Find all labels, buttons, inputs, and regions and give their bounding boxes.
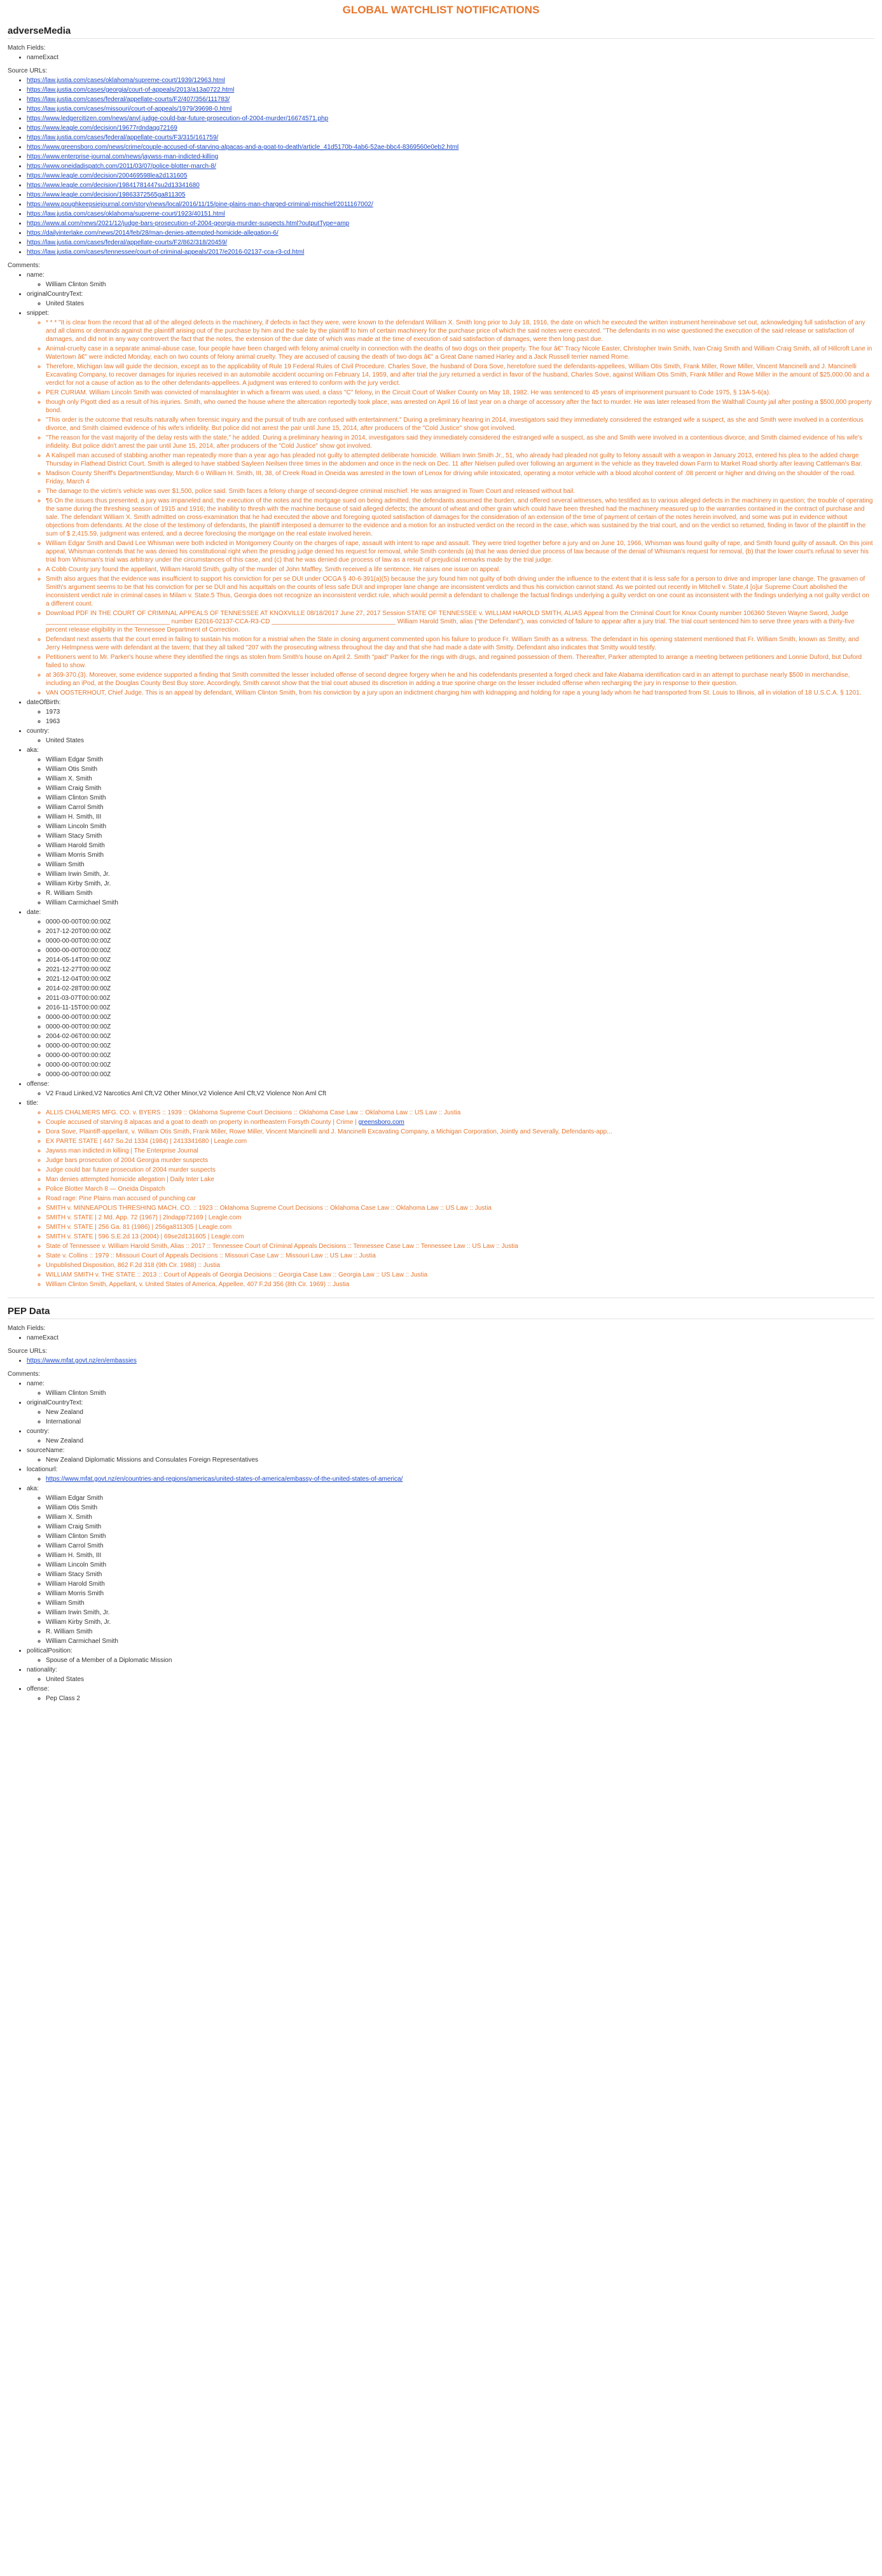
snippet-item: ◦ "This order is the outcome that results naturally when forensic inquiry and the pursuit of truth are confused with entertainment." During a preliminary hearing in 2014, investigators said they immediately considered the estranged wife a suspect, as she and Smith were involved in a contentious divorce, and Smith claimed evidence of his wife's infidelity. But police did not arrest the pair until June 15, 2014, after producers of the "Cold Justice" show got involved. xyxy=(46,416,874,433)
title-item xyxy=(46,1118,874,1126)
pep-political-position-field xyxy=(27,1647,874,1665)
source-url-link[interactable]: https://dailyinterlake.com/news/2014/feb/28/man-denies-attempted-homicide-allegation-6/ xyxy=(27,230,279,237)
title-field xyxy=(27,1099,874,1289)
date-item: ◦ 0000-00-00T00:00:00Z xyxy=(46,937,874,945)
source-url-link[interactable]: https://www.leagle.com/decision/19677rdndaqq72169 xyxy=(27,125,177,132)
title-item xyxy=(46,1223,874,1231)
source-url-item xyxy=(27,239,874,247)
source-url-link[interactable]: https://www.greensboro.com/news/crime/couple-accused-of-starving-alpacas-and-a-goat-to-death/article_41d5170b-4ab6-52ae-bbc4-8369560e0eb2.html xyxy=(27,144,459,151)
title-item xyxy=(46,1185,874,1193)
date-item: ◦ 0000-00-00T00:00:00Z xyxy=(46,918,874,926)
source-url-link[interactable]: https://www.leagle.com/decision/200469598lea2d131605 xyxy=(27,172,188,179)
snippet-item: ◦ ¶6 On the issues thus presented, a jury was impaneled and, the execution of the notes and the mortgage sued on being admitted, the defendants assumed the burden, and offered several witnesses, who testified as to various alleged defects in the machinery in question; the trouble of operating the same during the threshing season of 1915 and 1916; the inability to thresh with the machine because of said alleged defects; the amount of wheat and other grain which could have been threshed had the machinery measured up to the warranties contained in the contract of purchase and sale. The defendant William X. Smith admitted on cross-examination that he had executed the above and foregoing quoted satisfaction of damages for the consideration of an extension of the time of payment of certain of the notes herein involved, and some was put in evidence without objections from defendants. At the close of the testimony of defendants, the plaintiff interposed a demurrer to the evidence and a motion for an instructed verdict on the record in the case, which was sustained by the trial court, and on the verdict so returned, finding in favor of the plaintiff in the sum of $ 2,415.59, judgment was entered, and a decree foreclosing the mortgage on the real estate involved herein. xyxy=(46,497,874,538)
source-url-link[interactable]: https://law.justia.com/cases/federal/appellate-courts/F2/407/356/111783/ xyxy=(27,96,230,103)
pep-offense-label: offense: xyxy=(27,1686,50,1693)
source-url-item xyxy=(27,172,874,180)
source-url-item xyxy=(27,76,874,85)
pep-comments-list xyxy=(8,1380,874,1703)
date-of-birth-label: dateOfBirth: xyxy=(27,699,61,706)
aka-item: ◦ William Kirby Smith, Jr. xyxy=(46,880,874,888)
title-item xyxy=(46,1280,874,1289)
source-url-link[interactable]: https://law.justia.com/cases/georgia/court-of-appeals/2013/a13a0722.html xyxy=(27,87,235,93)
title-item xyxy=(46,1261,874,1270)
match-fields-list xyxy=(8,53,874,62)
pep-aka-item: ◦ R. William Smith xyxy=(46,1628,874,1636)
adverse-media-section xyxy=(8,25,874,1289)
aka-item: ◦ William Carrol Smith xyxy=(46,803,874,812)
country-field xyxy=(27,727,874,745)
pep-data-section xyxy=(8,1306,874,1703)
pep-aka-item: ◦ William Irwin Smith, Jr. xyxy=(46,1609,874,1617)
title-item xyxy=(46,1204,874,1212)
source-url-item xyxy=(27,134,874,142)
date-item: ◦ 0000-00-00T00:00:00Z xyxy=(46,1061,874,1069)
date-item: ◦ 2021-12-04T00:00:00Z xyxy=(46,975,874,983)
date-field xyxy=(27,908,874,1079)
title-text: EX PARTE STATE | 447 So.2d 1334 (1984) | 2413341680 | Leagle.com xyxy=(46,1138,247,1145)
pep-aka-item: ◦ William Carrol Smith xyxy=(46,1542,874,1550)
pep-match-fields-label: Match Fields: xyxy=(8,1325,46,1332)
title-item xyxy=(46,1156,874,1165)
date-item: ◦ 0000-00-00T00:00:00Z xyxy=(46,1023,874,1031)
snippet-item: ◦ A Kalispell man accused of stabbing another man repeatedly more than a year ago has pleaded not guilty to attempted deliberate homicide. William Irwin Smith Jr., 51, who already had pleaded not guilty to felony assault with a weapon in January 2013, entered his plea to the added charge Thursday in Flathead District Court. Smith is alleged to have stabbed Sayleen Neilsen three times in the abdomen and once in the neck on Dec. 11 after Nielsen pulled over following an argument in the vehicle as they traveled down Farm to Market Road shortly after leaving Cattleman's Bar. xyxy=(46,452,874,468)
pep-nationality-label: nationality: xyxy=(27,1666,57,1673)
date-item: ◦ 2011-03-07T00:00:00Z xyxy=(46,994,874,1002)
pep-aka-field xyxy=(27,1485,874,1645)
snippet-item: ◦ Madison County Sheriff's DepartmentSunday, March 6 o William H. Smith, III, 38, of Creek Road in Oneida was arrested in the town of Lenox for driving while intoxicated, operating a motor vehicle with a blood alcohol content of .08 percent or higher and driving on the shoulder of the road. Friday, March 4 xyxy=(46,469,874,486)
aka-item: ◦ William H. Smith, III xyxy=(46,813,874,821)
date-of-birth-value: ◦ 1963 xyxy=(46,717,874,726)
source-url-link[interactable]: https://www.enterprise-journal.com/news/jaywss-man-indicted-killing xyxy=(27,153,219,160)
country-label: country: xyxy=(27,728,50,735)
original-country-value: ◦ United States xyxy=(46,300,874,308)
aka-item: ◦ William Irwin Smith, Jr. xyxy=(46,870,874,878)
report-title: GLOBAL WATCHLIST NOTIFICATIONS xyxy=(342,4,540,16)
source-url-item xyxy=(27,153,874,161)
pep-original-country-value: ◦ New Zealand xyxy=(46,1408,874,1416)
pep-aka-label: aka: xyxy=(27,1485,39,1492)
pep-political-position-value: ◦ Spouse of a Member of a Diplomatic Mission xyxy=(46,1656,874,1665)
pep-aka-item: ◦ William X. Smith xyxy=(46,1513,874,1521)
source-url-item xyxy=(27,229,874,237)
offense-value: ◦ V2 Fraud Linked,V2 Narcotics Aml Cft,V2 Other Minor,V2 Violence Aml Cft,V2 Violence Non Aml Cft xyxy=(46,1090,874,1098)
snippet-item: ◦ * * * "It is clear from the record that all of the alleged defects in the machinery, if defects in fact they were, were known to the defendant William X. Smith long prior to July 18, 1916, the date on which he executed the written instrument hereinabove set out, acknowledging full satisfaction of any and all claims or demands against the plaintiff arising out of the purchase by him and the sale by the plaintiff to him of certain machinery for the purchase price of which the said notes were executed. "The defendants in no wise questioned the execution of the said release or satisfaction of damages, and did not in any way controvert the fact that the notes, the extension of the due date of which was made at the time of execution of said satisfaction of damages, were then long past due. xyxy=(46,319,874,343)
source-url-link[interactable]: https://www.leagle.com/decision/19841781447su2d13341680 xyxy=(27,182,200,189)
snippet-label: snippet: xyxy=(27,310,50,317)
pep-name-label: name: xyxy=(27,1380,45,1387)
title-text: Dora Sove, Plaintiff-appellant, v. William Otis Smith, Frank Miller, Rowe Miller, Vincent Mancinelli and J. Mancinelli Excavating Company, a Michigan Corporation, Jointly and Severally, Defendants-app... xyxy=(46,1128,612,1135)
pep-name-value: ◦ William Clinton Smith xyxy=(46,1389,874,1397)
pep-name-field xyxy=(27,1380,874,1397)
original-country-field xyxy=(27,290,874,308)
aka-item: ◦ William Otis Smith xyxy=(46,765,874,773)
title-label: title: xyxy=(27,1100,39,1107)
aka-item: ◦ William Smith xyxy=(46,861,874,869)
aka-item: ◦ William Morris Smith xyxy=(46,851,874,859)
date-of-birth-value: ◦ 1973 xyxy=(46,708,874,716)
pep-aka-item: ◦ William Smith xyxy=(46,1599,874,1607)
title-text: Couple accused of starving 8 alpacas and a goat to death on property in northeastern Forsyth County | Crime | xyxy=(46,1119,357,1126)
source-url-link[interactable]: https://www.al.com/news/2021/12/judge-bars-prosecution-of-2004-georgia-murder-suspects.html?outputType=amp xyxy=(27,220,350,227)
source-url-item xyxy=(27,200,874,209)
pep-original-country-value: ◦ International xyxy=(46,1418,874,1426)
pep-location-url-field xyxy=(27,1465,874,1483)
date-label: date: xyxy=(27,909,41,916)
pep-source-name-field xyxy=(27,1446,874,1464)
pep-location-url-link[interactable]: https://www.mfat.govt.nz/en/countries-and-regions/americas/united-states-of-america/embassy-of-the-united-states-of-america/ xyxy=(46,1476,403,1483)
pep-country-value: ◦ New Zealand xyxy=(46,1437,874,1445)
source-url-link[interactable]: https://law.justia.com/cases/federal/appellate-courts/F2/862/318/20459/ xyxy=(27,239,228,246)
date-item: ◦ 2017-12-20T00:00:00Z xyxy=(46,927,874,936)
date-of-birth-field xyxy=(27,698,874,726)
title-text: ALLIS CHALMERS MFG. CO. v. BYERS :: 1939 :: Oklahoma Supreme Court Decisions :: Oklahoma Case Law :: Oklahoma Law :: US Law :: Justia xyxy=(46,1109,461,1116)
pep-aka-item: ◦ William Harold Smith xyxy=(46,1580,874,1588)
aka-field xyxy=(27,746,874,907)
title-text: SMITH v. STATE | 2 Md. App. 72 (1967) | 2lndapp72169 | Leagle.com xyxy=(46,1214,242,1221)
date-item: ◦ 0000-00-00T00:00:00Z xyxy=(46,1070,874,1079)
source-url-item xyxy=(27,95,874,104)
offense-label: offense: xyxy=(27,1081,50,1088)
pep-political-position-label: politicalPosition: xyxy=(27,1647,72,1654)
pep-source-urls-list xyxy=(8,1357,874,1365)
aka-item: ◦ William Craig Smith xyxy=(46,784,874,793)
title-text: Man denies attempted homicide allegation | Daily Inter Lake xyxy=(46,1176,214,1183)
title-item xyxy=(46,1166,874,1174)
snippet-item: ◦ William Edgar Smith and David Lee Whisman were both indicted in Montgomery County on the charges of rape, assault with intent to rape and assault. They were tried together before a jury and on June 10, 1966, Whisman was found guilty of rape, and Smith found guilty of assault. On this joint appeal, Whisman contends that he was denied his constitutional right when the presiding judge denied his request for removal, while Smith contends (a) that he was denied due process of law because of the denial of Whisman's request for removal, (b) that the lower court's refusal to sever his trial from Whisman's trial was arbitrary under the circumstances of this case, and (c) that he was denied due process of law as a result of prejudicial remarks made by the trial judge. xyxy=(46,539,874,564)
pep-location-url-label: locationurl: xyxy=(27,1466,58,1473)
source-url-item xyxy=(27,248,874,256)
aka-item: ◦ William X. Smith xyxy=(46,775,874,783)
title-item xyxy=(46,1271,874,1279)
title-text: William Clinton Smith, Appellant, v. United States of America, Appellee, 407 F.2d 356 (8th Cir. 1969) :: Justia xyxy=(46,1281,350,1288)
aka-item: ◦ William Stacy Smith xyxy=(46,832,874,840)
title-text: SMITH v. STATE | 256 Ga. 81 (1986) | 256ga811305 | Leagle.com xyxy=(46,1224,232,1231)
pep-nationality-value: ◦ United States xyxy=(46,1675,874,1684)
pep-source-url-item xyxy=(27,1357,874,1365)
pep-aka-item: ◦ William Otis Smith xyxy=(46,1504,874,1512)
pep-location-url-item xyxy=(46,1475,874,1483)
pep-aka-item: ◦ William Lincoln Smith xyxy=(46,1561,874,1569)
aka-item: ◦ William Harold Smith xyxy=(46,841,874,850)
aka-item: ◦ William Clinton Smith xyxy=(46,794,874,802)
original-country-label: originalCountryText: xyxy=(27,291,83,298)
snippet-item: ◦ Petitioners went to Mr. Parker's house where they identified the rings as stolen from Smith's house on April 2. Smith "paid" Parker for the rings with drugs, and regained possession of them. Thereafter, Parker attempted to arrange a meeting between petitioners and Lonnie Duford, but Duford failed to show. xyxy=(46,653,874,670)
aka-item: ◦ William Carmichael Smith xyxy=(46,899,874,907)
date-item: ◦ 2014-02-28T00:00:00Z xyxy=(46,985,874,993)
pep-aka-item: ◦ William Stacy Smith xyxy=(46,1570,874,1579)
title-text: Judge bars prosecution of 2004 Georgia murder suspects xyxy=(46,1157,209,1164)
name-value: ◦ William Clinton Smith xyxy=(46,280,874,289)
comments-label: Comments: xyxy=(8,262,41,269)
pep-nationality-field xyxy=(27,1666,874,1684)
title-item xyxy=(46,1147,874,1155)
source-url-link[interactable]: https://www.leagle.com/decision/19863372565ga811305 xyxy=(27,191,186,198)
snippet-item: ◦ Smith also argues that the evidence was insufficient to support his conviction for per se DUI under OCGA § 40-6-391(a)(5) because the jury found him not guilty of both driving under the influence to the extent that it is less safe for a person to drive and improper lane change. The gravamen of Smith's argument seems to be that his conviction for per se DUI and his acquittals on the counts of less safe DUI and improper lane change are inconsistent verdicts and thus his conviction cannot stand. As we pointed out recently in Mitchell v. State,4 [o]ur Supreme Court abolished the inconsistent verdict rule in criminal cases in Milam v. State.5 Thus, Georgia does not recognize an inconsistent verdict rule, which would permit a defendant to challenge the factual findings underlying a guilty verdict on one count as inconsistent with the findings underlying a not guilty verdict on a different count. xyxy=(46,575,874,608)
pep-country-field xyxy=(27,1427,874,1445)
pep-source-name-value: ◦ New Zealand Diplomatic Missions and Consulates Foreign Representatives xyxy=(46,1456,874,1464)
pep-aka-item: ◦ William Clinton Smith xyxy=(46,1532,874,1541)
date-item: ◦ 2016-11-15T00:00:00Z xyxy=(46,1004,874,1012)
adverse-media-title: adverseMedia xyxy=(8,25,874,39)
date-item: ◦ 2014-05-14T00:00:00Z xyxy=(46,956,874,964)
title-text: SMITH v. STATE | 596 S.E.2d 13 (2004) | 69se2d131605 | Leagle.com xyxy=(46,1233,244,1240)
title-text: Road rage: Pine Plains man accused of punching car xyxy=(46,1195,196,1202)
country-value: ◦ United States xyxy=(46,737,874,745)
pep-match-field: • nameExact xyxy=(27,1334,874,1342)
title-item xyxy=(46,1252,874,1260)
title-item xyxy=(46,1137,874,1146)
pep-aka-item: ◦ William Kirby Smith, Jr. xyxy=(46,1618,874,1626)
pep-aka-item: ◦ William Carmichael Smith xyxy=(46,1637,874,1645)
source-url-link[interactable]: https://law.justia.com/cases/oklahoma/supreme-court/1939/12963.html xyxy=(27,77,225,84)
source-url-link[interactable]: https://www.poughkeepsiejournal.com/story/news/local/2016/11/15/pine-plains-man-charged-criminal-mischief/2011167002/ xyxy=(27,201,373,208)
title-item xyxy=(46,1195,874,1203)
aka-item: ◦ R. William Smith xyxy=(46,889,874,897)
date-item: ◦ 2021-12-27T00:00:00Z xyxy=(46,966,874,974)
snippet-item: ◦ Therefore, Michigan law will guide the decision, except as to the applicability of Rule 19 Federal Rules of Civil Procedure. Charles Sove, the husband of Dora Sove, heretofore sued the defendants-appellees, William Otis Smith, Frank Miller, Rowe Miller, Vincent Mancinelli and J. Mancinelli Excavating Company, to recover damages for injuries received in an automobile accident occurring on February 14, 1959, and after trial the jury returned a verdict in favor of the husband, Charles Sove, against William Otis Smith, Frank Miller and Rowe Miller in the amount of $25,000.00 and a verdict for not a cause of action as to the other defendants-appellees. A judgment was entered to conform with the jury verdict. xyxy=(46,363,874,387)
title-item xyxy=(46,1128,874,1136)
pep-source-name-label: sourceName: xyxy=(27,1447,65,1454)
report-page xyxy=(0,4,882,1718)
aka-item: ◦ William Lincoln Smith xyxy=(46,822,874,831)
pep-data-title: PEP Data xyxy=(8,1306,874,1319)
match-fields-label: Match Fields: xyxy=(8,45,46,52)
snippet-field xyxy=(27,309,874,697)
title-text: WILLIAM SMITH v. THE STATE :: 2013 :: Court of Appeals of Georgia Decisions :: Georgia Case Law :: Georgia Law :: US Law :: Justia xyxy=(46,1271,428,1278)
snippet-item: ◦ Animal-cruelty case in a separate animal-abuse case, four people have been charged with felony animal cruelty in connection with the deaths of two dogs on their property. The four â€" Tracy Nicole Easter, Christopher Irwin Smith, Ivan Craig Smith and William Craig Smith, all of Hillcroft Lane in Watertown â€" were indicted Monday, each on two counts of felony animal cruelty. They are accused of causing the death of two dogs â€" a Great Dane named Harley and a Jack Russell terrier named Rome. xyxy=(46,345,874,361)
title-item xyxy=(46,1242,874,1250)
titles-list xyxy=(27,1109,874,1289)
pep-offense-field xyxy=(27,1685,874,1703)
source-url-item xyxy=(27,181,874,190)
snippet-item: ◦ Download PDF IN THE COURT OF CRIMINAL APPEALS OF TENNESSEE AT KNOXVILLE 08/18/2017 June 27, 2017 Session STATE OF TENNESSEE v. WILLIAM HAROLD SMITH, ALIAS Appeal from the Criminal Court for Knox County number 106360 Steven Wayne Sword, Judge ___________________________________ number E2016-02137-CCA-R3-CD ___________________________________ William Harold Smith, alias (“the Defendant”), was convicted of failure to appear after a jury trial. The trial court sentenced him to serve three years with a thirty-five percent release eligibility in the Tennessee Department of Correction. xyxy=(46,609,874,634)
pep-source-urls-label: Source URLs: xyxy=(8,1348,48,1355)
title-item xyxy=(46,1214,874,1222)
title-item xyxy=(46,1233,874,1241)
snippet-item: ◦ though only Pigott died as a result of his injuries. Smith, who owned the house where the altercation reportedly took place, was arrested on April 16 of last year on a charge of accessory after the fact to murder. He was later released from the Walthall County jail after posting a $500,000 property bond. xyxy=(46,398,874,415)
comments-list xyxy=(8,271,874,1289)
snippet-item: ◦ A Cobb County jury found the appellant, William Harold Smith, guilty of the murder of John Maffley. Smith received a life sentence. He raises one issue on appeal. xyxy=(46,565,874,574)
title-item xyxy=(46,1109,874,1117)
title-source-link[interactable]: greensboro.com xyxy=(358,1119,404,1126)
pep-original-country-label: originalCountryText: xyxy=(27,1399,83,1406)
source-url-item xyxy=(27,162,874,170)
source-url-link[interactable]: https://law.justia.com/cases/federal/appellate-courts/F3/315/161759/ xyxy=(27,134,219,141)
source-url-item xyxy=(27,219,874,228)
source-url-item xyxy=(27,143,874,151)
source-url-link[interactable]: https://law.justia.com/cases/oklahoma/supreme-court/1923/40151.html xyxy=(27,211,225,218)
date-item: ◦ 0000-00-00T00:00:00Z xyxy=(46,1013,874,1021)
title-text: State v. Collins :: 1979 :: Missouri Court of Appeals Decisions :: Missouri Case Law :: Missouri Law :: US Law :: Justia xyxy=(46,1252,376,1259)
source-url-item xyxy=(27,191,874,199)
pep-aka-item: ◦ William Morris Smith xyxy=(46,1589,874,1598)
pep-aka-item: ◦ William Craig Smith xyxy=(46,1523,874,1531)
pep-country-label: country: xyxy=(27,1428,50,1435)
date-item: ◦ 0000-00-00T00:00:00Z xyxy=(46,1051,874,1060)
pep-aka-item: ◦ William H. Smith, III xyxy=(46,1551,874,1560)
source-url-item xyxy=(27,124,874,132)
snippet-item: ◦ at 369-370.(3). Moreover, some evidence supported a finding that Smith committed the lesser included offense of second degree forgery when he and his codefendants presented a forged check and fake Alabama identification card in an attempt to purchase nearly $500 in merchandise, including an iPod, at the Douglas County Best Buy store. Accordingly, Smith cannot show that the trial court abused its discretion in adding a true sporine charge on the lesser included offense when recharging the jury in response to their question. xyxy=(46,671,874,688)
date-item: ◦ 0000-00-00T00:00:00Z xyxy=(46,1042,874,1050)
pep-match-fields-list xyxy=(8,1334,874,1342)
source-url-item xyxy=(27,210,874,218)
title-item xyxy=(46,1175,874,1184)
title-text: Police Blotter March 8 — Oneida Dispatch xyxy=(46,1186,165,1193)
snippet-item: ◦ The damage to the victim's vehicle was over $1,500, police said. Smith faces a felony charge of second-degree criminal mischief. He was arraigned in Town Court and released without bail. xyxy=(46,487,874,495)
pep-offense-value: ◦ Pep Class 2 xyxy=(46,1694,874,1703)
source-url-item xyxy=(27,114,874,123)
source-url-link[interactable]: https://law.justia.com/cases/tennessee/court-of-criminal-appeals/2017/e2016-02137-cca-r3-cd.html xyxy=(27,249,305,256)
name-label: name: xyxy=(27,272,45,279)
snippet-item: ◦ VAN OOSTERHOUT, Chief Judge. This is an appeal by defendant, William Clinton Smith, from his conviction by a jury upon an indictment charging him with kidnapping and holding for rape a young lady whom he had transported from St. Louis to Illinois, all in violation of 18 U.S.C.A. § 1201. xyxy=(46,689,874,697)
aka-label: aka: xyxy=(27,747,39,754)
snippet-item: ◦ Defendant next asserts that the court erred in failing to sustain his motion for a mistrial when the State in closing argument commented upon his failure to produce Fr. William Smith as a witness. The defendant in his opening statement mentioned that Fr. William Smith, known as Smitty, and Jerry Helmpness were with defendant at the tavern; that they all talked "207 with the prosecuting witness throughout the day and that she had made a date with Smitty. Defendant also indicates that Smitty would testify. xyxy=(46,635,874,652)
pep-original-country-field xyxy=(27,1399,874,1426)
pep-aka-item: ◦ William Edgar Smith xyxy=(46,1494,874,1502)
date-item: ◦ 2004-02-06T00:00:00Z xyxy=(46,1032,874,1041)
source-url-item xyxy=(27,105,874,113)
title-text: State of Tennessee v. William Harold Smith, Alias :: 2017 :: Tennessee Court of Criminal Appeals Decisions :: Tennessee Case Law :: Tennessee Law :: US Law :: Justia xyxy=(46,1243,518,1250)
title-text: Judge could bar future prosecution of 2004 murder suspects xyxy=(46,1167,216,1174)
source-url-link[interactable]: https://www.oneidadispatch.com/2011/03/07/police-blotter-march-8/ xyxy=(27,163,216,170)
date-item: ◦ 0000-00-00T00:00:00Z xyxy=(46,946,874,955)
aka-item: ◦ William Edgar Smith xyxy=(46,756,874,764)
name-field xyxy=(27,271,874,289)
match-field: • nameExact xyxy=(27,53,874,62)
source-urls-label: Source URLs: xyxy=(8,67,48,74)
source-url-item xyxy=(27,86,874,94)
pep-source-url-link[interactable]: https://www.mfat.govt.nz/en/embassies xyxy=(27,1357,137,1364)
pep-comments-label: Comments: xyxy=(8,1371,41,1378)
snippet-item: ◦ PER CURIAM. William Lincoln Smith was convicted of manslaughter in which a firearm was used, a class "C" felony, in the Circuit Court of Walker County on May 18, 1982. He was sentenced to 45 years of imprisonment pursuant to Code 1975, § 13A-5-6(a). xyxy=(46,389,874,397)
source-url-link[interactable]: https://law.justia.com/cases/missouri/court-of-appeals/1979/39698-0.html xyxy=(27,106,232,113)
snippet-item: ◦ "The reason for the vast majority of the delay rests with the state," he added. During a preliminary hearing in 2014, investigators said they immediately considered the estranged wife a suspect, as she and Smith were involved in a contentious divorce, and Smith claimed evidence of his wife's infidelity. But police didn't arrest the pair until June 15, 2014, after producers of the "Cold Justice" show got involved. xyxy=(46,434,874,450)
source-urls-list xyxy=(8,76,874,256)
offense-field xyxy=(27,1080,874,1098)
title-text: Jaywss man indicted in killing | The Enterprise Journal xyxy=(46,1147,198,1154)
source-url-link[interactable]: https://www.ledgercitizen.com/news/anvl.judge-could-bar-future-prosecution-of-2004-murder/16674571.php xyxy=(27,115,329,122)
title-text: SMITH v. MINNEAPOLIS THRESHING MACH. CO. :: 1923 :: Oklahoma Supreme Court Decisions :: Oklahoma Case Law :: Oklahoma Law :: US Law :: Justia xyxy=(46,1205,492,1212)
title-text: Unpublished Disposition, 862 F.2d 318 (9th Cir. 1988) :: Justia xyxy=(46,1262,221,1269)
